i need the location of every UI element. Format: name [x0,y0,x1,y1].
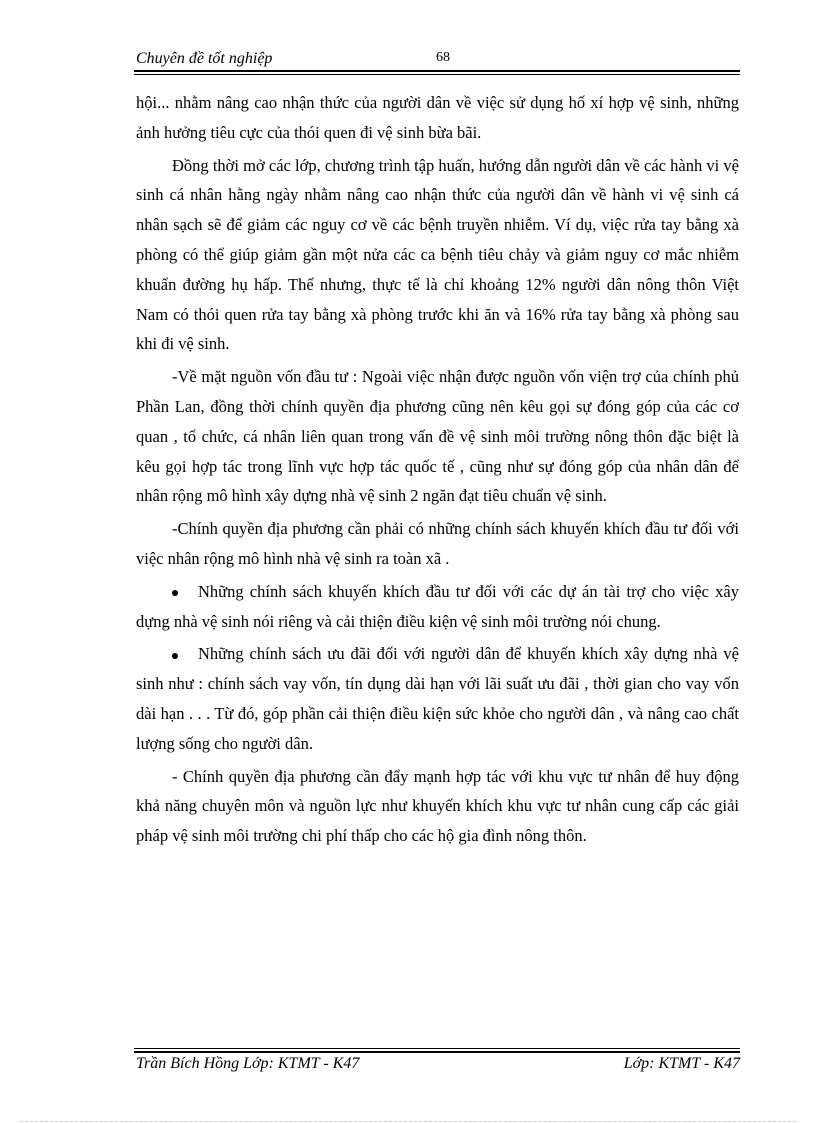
dash-paragraph-text: Chính quyền địa phương cần phải có những chính sách khuyến khích đầu tư đối với việc nhân rộng mô hình nhà vệ sinh ra toàn xã . [136,519,739,568]
footer-rule [134,1051,740,1053]
dash-marker: - [172,519,178,539]
dash-paragraph-text: Về mặt nguồn vốn đầu tư : Ngoài việc nhận được nguồn vốn viện trợ của chính phủ Phần Lan, đồng thời chính quyền địa phương cũng nên kêu gọi sự đóng góp của các cơ quan , tổ chức, cá nhân liên quan trong vấn đề vệ sinh môi trường nông thôn đặc biệt là kêu gọi hợp tác trong lĩnh vực hợp tác quốc tế , cũng như sự đóng góp của nhân dân để nhân rộng mô hình xây dựng nhà vệ sinh 2 ngăn đạt tiêu chuẩn vệ sinh. [136,367,739,506]
bullet-item-text: Những chính sách khuyến khích đầu tư đối với các dự án tài trợ cho việc xây dựng nhà vệ sinh nói riêng và cải thiện điều kiện vệ sinh môi trường nói chung. [136,581,739,631]
bullet-item [136,639,739,758]
paragraph: Đồng thời mở các lớp, chương trình tập huấn, hướng dẫn người dân về các hành vi vệ sinh cá nhân hằng ngày nhằm nâng cao nhận thức của người dân về hành vi vệ sinh cá nhân sạch sẽ để giảm các nguy cơ về các bệnh truyền nhiễm. Ví dụ, việc rửa tay bằng xà phòng có thể giúp giảm gần một nửa các ca bệnh tiêu chảy và giảm nguy cơ mắc nhiễm khuẩn đường hụ hấp. Thế nhưng, thực tế là chỉ khoảng 12% người dân nông thôn Việt Nam có thói quen rửa tay bằng xà phòng trước khi ăn và 16% rửa tay bằng xà phòng sau khi đi vệ sinh. [136,155,739,354]
bullet-icon [172,590,178,596]
bullet-icon [172,653,178,659]
dash-marker: - [172,367,178,387]
paragraph: - Chính quyền địa phương cần đẩy mạnh hợp tác với khu vực tư nhân để huy động khả năng chuyên môn và nguồn lực như khuyến khích khu vực tư nhân cung cấp các giải pháp vệ sinh môi trường chi phí thấp cho các hộ gia đình nông thôn. [136,766,739,846]
footer-author: Trần Bích Hồng Lớp: KTMT - K47 [136,1055,360,1072]
paragraph-continuation: hội... nhằm nâng cao nhận thức của người dân về việc sử dụng hố xí hợp vệ sinh, những ảnh hưởng tiêu cực của thói quen đi vệ sinh bừa bãi. [136,93,739,142]
header-rule-thin [134,74,740,75]
footer-rule-thin [134,1048,740,1049]
document-body [136,88,739,854]
bullet-item-text: Những chính sách ưu đãi đối với người dân để khuyến khích xây dựng nhà vệ sinh như : chính sách vay vốn, tín dụng dài hạn với lãi suất ưu đãi , thời gian cho vay vốn dài hạn . . . Từ đó, góp phần cải thiện điều kiện sức khỏe cho người dân , và nâng cao chất lượng sống cho người dân. [136,644,739,753]
dash-paragraph [136,362,739,511]
bullet-item [136,577,739,637]
header-rule [134,70,740,72]
page-number: 68 [436,50,450,65]
footer-class: Lớp: KTMT - K47 [623,1055,740,1072]
header-title: Chuyên đề tốt nghiệp [136,50,273,67]
page-bottom-border [20,1121,796,1122]
dash-paragraph [136,514,739,574]
